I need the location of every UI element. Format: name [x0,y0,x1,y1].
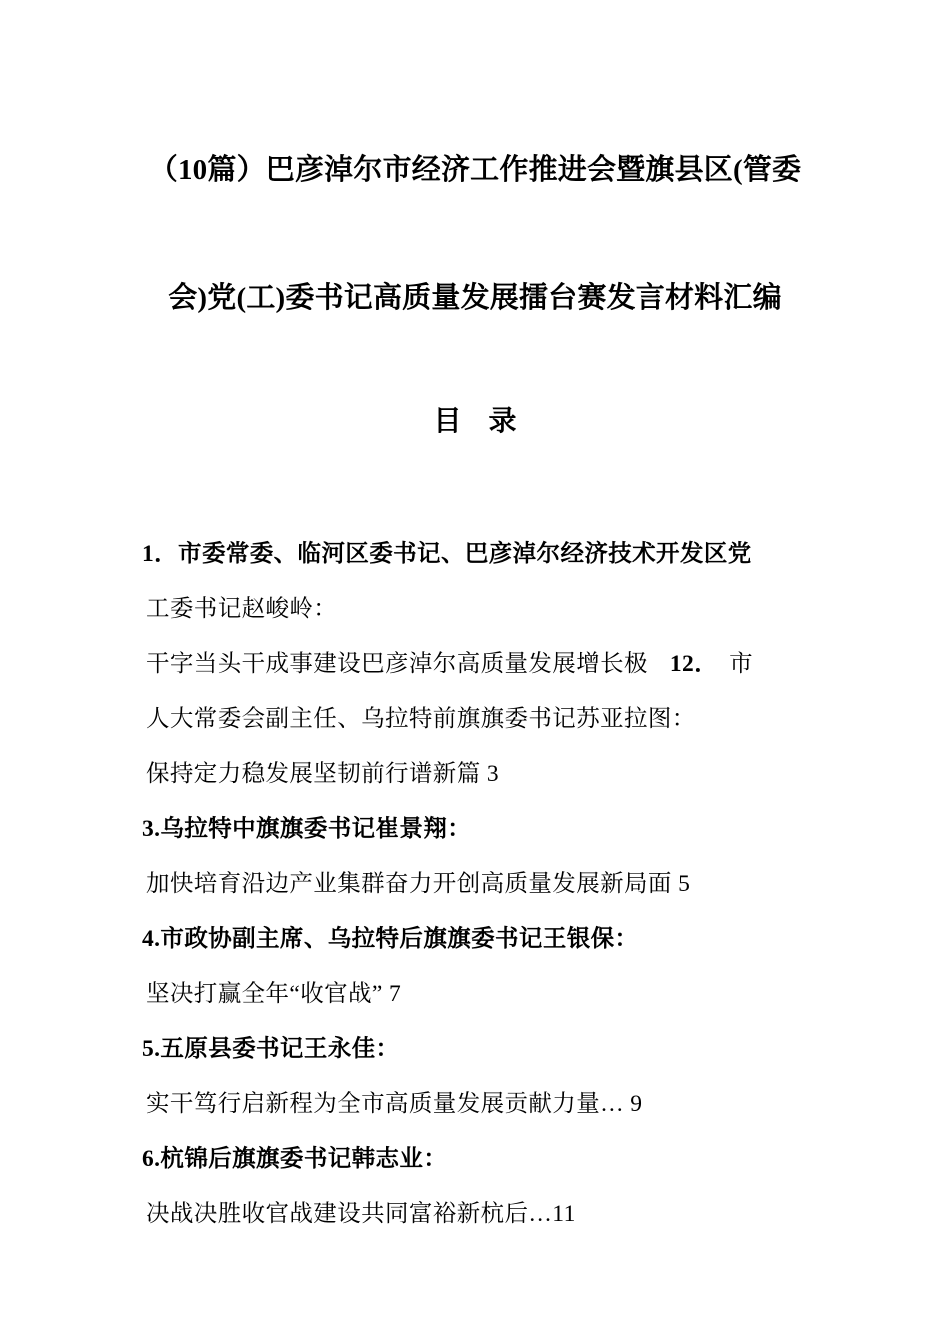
document-title-line-2: 会)党(工)委书记高质量发展擂台赛发言材料汇编 [168,282,782,314]
document-title [0,150,950,313]
toc-entry-1-page-and-entry-2-number: 12． [669,651,719,677]
toc-entry-6-speaker-line[interactable]: 6.杭锦后旗旗委书记韩志业： [142,1146,448,1172]
toc-heading: 目 录 [433,406,527,437]
toc-entry-6-topic-line[interactable]: 决战决胜收官战建设共同富裕新杭后…11 [146,1201,576,1227]
document-title-line-1: （10篇）巴彦淖尔市经济工作推进会暨旗县区(管委 [148,154,802,186]
toc-entry-3-topic-line[interactable]: 加快培育沿边产业集群奋力开创高质量发展新局面 5 [146,871,691,897]
toc-entry-2-speaker-line-2[interactable]: 人大常委会副主任、乌拉特前旗旗委书记苏亚拉图： [146,706,696,732]
toc-entry-4-speaker-line[interactable]: 4.市政协副主席、乌拉特后旗旗委书记王银保： [142,926,639,952]
toc-entry-3-speaker-line[interactable]: 3.乌拉特中旗旗委书记崔景翔： [142,816,472,842]
toc-entry-5-speaker-line[interactable]: 5.五原县委书记王永佳： [142,1036,400,1062]
toc-list [142,527,842,1242]
toc-entry-5-topic-line[interactable]: 实干笃行启新程为全市高质量发展贡献力量… 9 [146,1091,643,1117]
toc-entry-2-speaker-fragment[interactable]: 市 [729,651,754,677]
toc-entry-1-speaker-line-2[interactable]: 工委书记赵峻岭： [146,596,338,622]
toc-entry-4-topic-line[interactable]: 坚决打赢全年“收官战” 7 [146,981,402,1007]
toc-entry-1-speaker-line-1[interactable]: 1．市委常委、临河区委书记、巴彦淖尔经济技术开发区党 [142,541,752,567]
toc-entry-1-topic-text[interactable]: 干字当头干成事建设巴彦淖尔高质量发展增长极 [146,651,648,677]
toc-entry-2-topic-line[interactable]: 保持定力稳发展坚韧前行谱新篇 3 [146,761,500,787]
toc-entry-1-topic-line [142,637,842,692]
